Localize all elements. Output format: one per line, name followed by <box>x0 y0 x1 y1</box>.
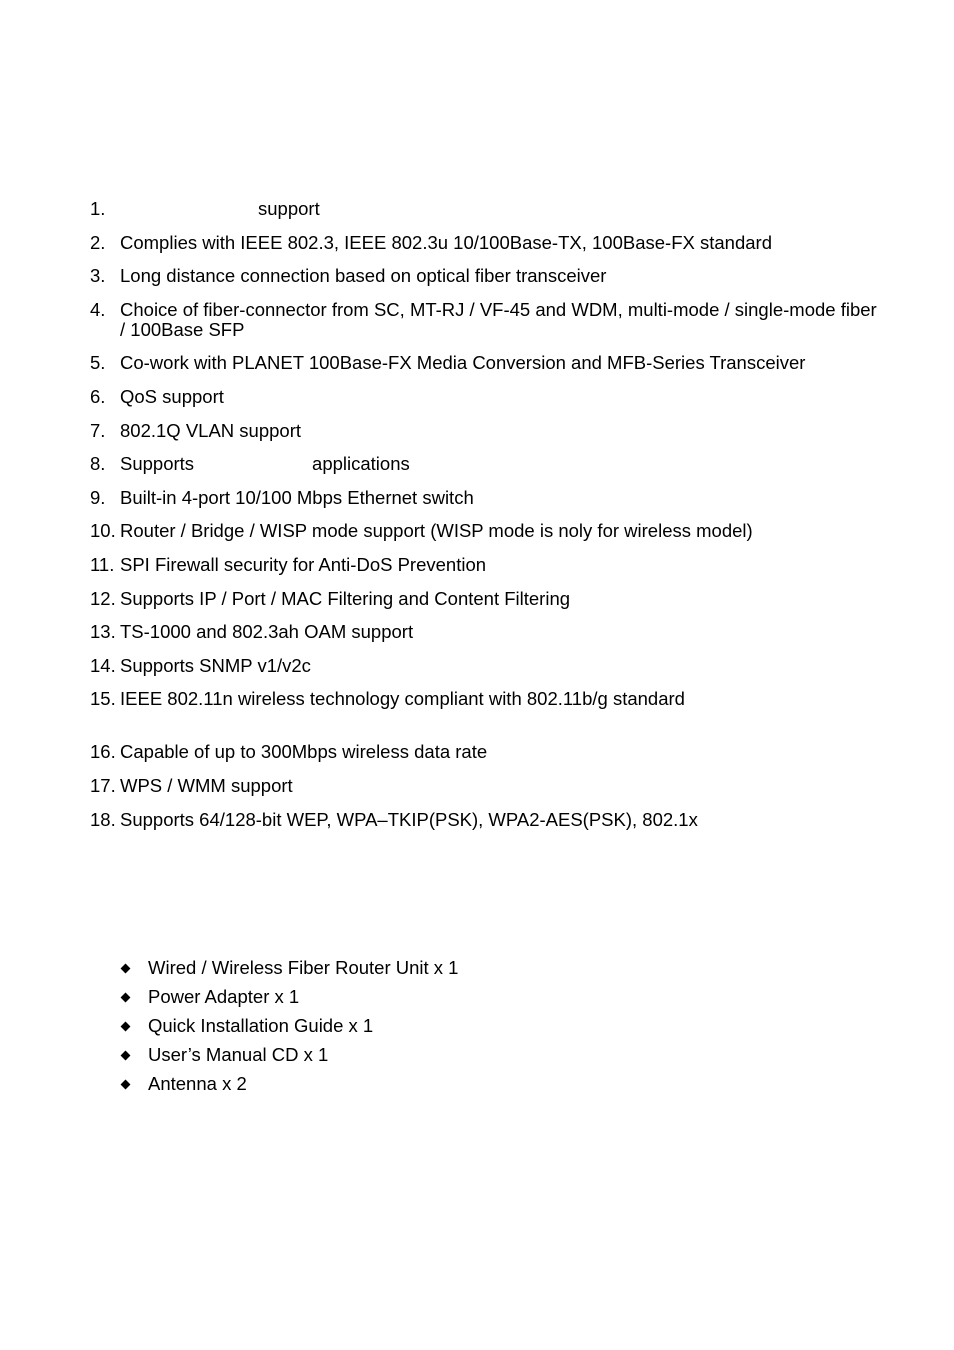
feature-number: 8. <box>90 453 106 475</box>
feature-item <box>90 776 880 796</box>
package-item-text: Quick Installation Guide x 1 <box>148 1015 374 1036</box>
feature-item <box>90 521 880 541</box>
feature-text: WPS / WMM support <box>120 774 293 796</box>
feature-text: TS-1000 and 802.3ah OAM support <box>120 621 414 643</box>
feature-item <box>90 199 880 219</box>
feature-text: 802.1Q VLAN support <box>120 419 301 441</box>
feature-item <box>90 810 880 830</box>
feature-number: 18. <box>90 808 116 830</box>
feature-item <box>90 656 880 676</box>
feature-text: Long distance connection based on optical fiber transceiver <box>120 265 607 287</box>
feature-text: QoS support <box>120 385 224 407</box>
feature-number: 5. <box>90 352 106 374</box>
feature-number: 11. <box>90 553 115 575</box>
package-item <box>119 1016 719 1045</box>
feature-text: Supports IP / Port / MAC Filtering and Content Filtering <box>120 587 571 609</box>
package-item-text: Wired / Wireless Fiber Router Unit x 1 <box>148 957 459 978</box>
feature-text: Co-work with PLANET 100Base-FX Media Conversion and MFB-Series Transceiver <box>120 352 806 374</box>
feature-number: 7. <box>90 419 106 441</box>
diamond-bullet-icon <box>121 964 131 974</box>
feature-item <box>90 742 880 762</box>
feature-number: 12. <box>90 587 116 609</box>
feature-text: Complies with IEEE 802.3, IEEE 802.3u 10/100Base-TX, 100Base-FX standard <box>120 231 772 253</box>
feature-number: 17. <box>90 774 116 796</box>
feature-number: 14. <box>90 654 116 676</box>
feature-item <box>90 233 880 253</box>
feature-number: 15. <box>90 688 116 710</box>
feature-text: support <box>258 198 320 219</box>
package-item <box>119 1074 719 1103</box>
diamond-bullet-icon <box>121 1022 131 1032</box>
feature-item <box>90 353 880 373</box>
feature-list <box>90 199 880 843</box>
feature-number: 1. <box>90 198 106 219</box>
feature-text: SPI Firewall security for Anti-DoS Prevention <box>120 553 487 575</box>
diamond-bullet-icon <box>121 1080 131 1090</box>
feature-number: 3. <box>90 265 106 287</box>
feature-item <box>90 387 880 407</box>
feature-text: Router / Bridge / WISP mode support (WISP mode is noly for wireless model) <box>120 520 753 542</box>
feature-item <box>90 589 880 609</box>
feature-number: 13. <box>90 621 116 643</box>
feature-text: IEEE 802.11n wireless technology compliant with 802.11b/g standard <box>120 688 685 710</box>
feature-text: Supports applications <box>120 453 410 475</box>
package-item-text: User’s Manual CD x 1 <box>148 1044 329 1065</box>
feature-text: Built-in 4-port 10/100 Mbps Ethernet switch <box>120 486 474 508</box>
package-item <box>119 1045 719 1074</box>
diamond-bullet-icon <box>121 1051 131 1061</box>
package-item <box>119 987 719 1016</box>
feature-text: Supports 64/128-bit WEP, WPA–TKIP(PSK), WPA2-AES(PSK), 802.1x <box>120 808 698 830</box>
feature-item <box>90 421 880 441</box>
feature-text: Choice of fiber-connector from SC, MT-RJ / VF-45 and WDM, multi-mode / single-mode fiber / 100Base SFP <box>120 298 877 340</box>
feature-item <box>90 689 880 709</box>
package-item-text: Power Adapter x 1 <box>148 986 300 1007</box>
package-contents-list <box>119 958 719 1103</box>
feature-number: 9. <box>90 486 106 508</box>
package-item <box>119 958 719 987</box>
feature-number: 10. <box>90 520 116 542</box>
feature-item <box>90 300 880 340</box>
feature-item <box>90 266 880 286</box>
feature-number: 6. <box>90 385 106 407</box>
diamond-bullet-icon <box>121 993 131 1003</box>
feature-text: Supports SNMP v1/v2c <box>120 654 311 676</box>
feature-number: 16. <box>90 741 116 763</box>
feature-number: 4. <box>90 298 106 320</box>
feature-item <box>90 454 880 474</box>
feature-number: 2. <box>90 231 106 253</box>
feature-item <box>90 555 880 575</box>
package-item-text: Antenna x 2 <box>148 1073 247 1094</box>
feature-text: Capable of up to 300Mbps wireless data rate <box>120 741 488 763</box>
feature-item <box>90 488 880 508</box>
feature-item <box>90 622 880 642</box>
